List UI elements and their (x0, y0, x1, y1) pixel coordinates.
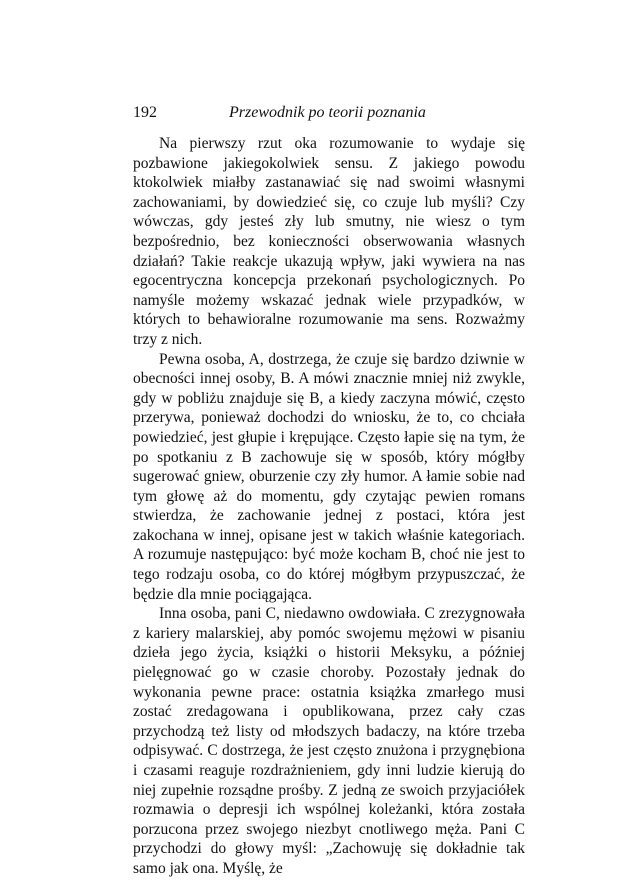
paragraph: Inna osoba, pani C, niedawno owdowiała. C zrezygnowała z kariery malarskiej, aby pomóc swojemu mężowi w pisaniu dzieła jego życia, książki o historii Meksyku, a później pielęgnować go w czasie choroby. Pozostały jednak do wykonania pewne prace: ostatnia książka zmarłego musi zostać zredagowana i opublikowana, przez cały czas przychodzą też listy od młodszych badaczy, na które trzeba odpisywać. C dostrzega, że jest często znużona i przygnębiona i czasami reaguje rozdrażnieniem, gdy inni ludzie kierują do niej zupełnie rozsądne prośby. Z jedną ze swoich przyjaciółek rozmawia o depresji ich wspólnej koleżanki, która została porzucona przez swojego niezbyt cnotliwego męża. Pani C przychodzi do głowy myśl: „Zachowuję się dokładnie tak samo jak ona. Myślę, że (133, 605, 525, 877)
running-title: Przewodnik po teorii poznania (229, 104, 426, 121)
body-text (133, 134, 525, 879)
paragraph: Pewna osoba, A, dostrzega, że czuje się bardzo dziwnie w obecności innej osoby, B. A mówi znacznie mniej niż zwykle, gdy w pobliżu znajduje się B, a kiedy zaczyna mówić, często przerywa, ponieważ dochodzi do wniosku, że to, co chciała powiedzieć, jest głupie i krępujące. Często łapie się na tym, że po spotkaniu z B zachowuje się w sposób, który mógłby sugerować gniew, oburzenie czy zły humor. A łamie sobie nad tym głowę aż do momentu, gdy czytając pewien romans stwierdza, że zachowanie jednej z postaci, która jest zakochana w innej, opisane jest w takich właśnie kategoriach. A rozumuje następująco: być może kocham B, choć nie jest to tego rodzaju osoba, co do której mógłbym przypuszczać, że będzie dla mnie pociągająca. (133, 350, 525, 603)
page-header (133, 104, 525, 128)
page-number: 192 (133, 104, 157, 121)
paragraph: Na pierwszy rzut oka rozumowanie to wydaje się pozbawione jakiegokolwiek sensu. Z jakiego powodu ktokolwiek miałby zastanawiać się nad swoimi własnymi zachowaniami, by dowiedzieć się, co czuje lub myśli? Czy wówczas, gdy jesteś zły lub smutny, nie wiesz o tym bezpośrednio, bez konieczności obserwowania własnych działań? Takie reakcje ukazują wpływ, jaki wywiera na nas egocentryczna koncepcja przekonań psychologicznych. Po namyśle możemy wskazać jednak wiele przypadków, w których to behawioralne rozumowanie ma sens. Rozważmy trzy z nich. (133, 135, 525, 348)
